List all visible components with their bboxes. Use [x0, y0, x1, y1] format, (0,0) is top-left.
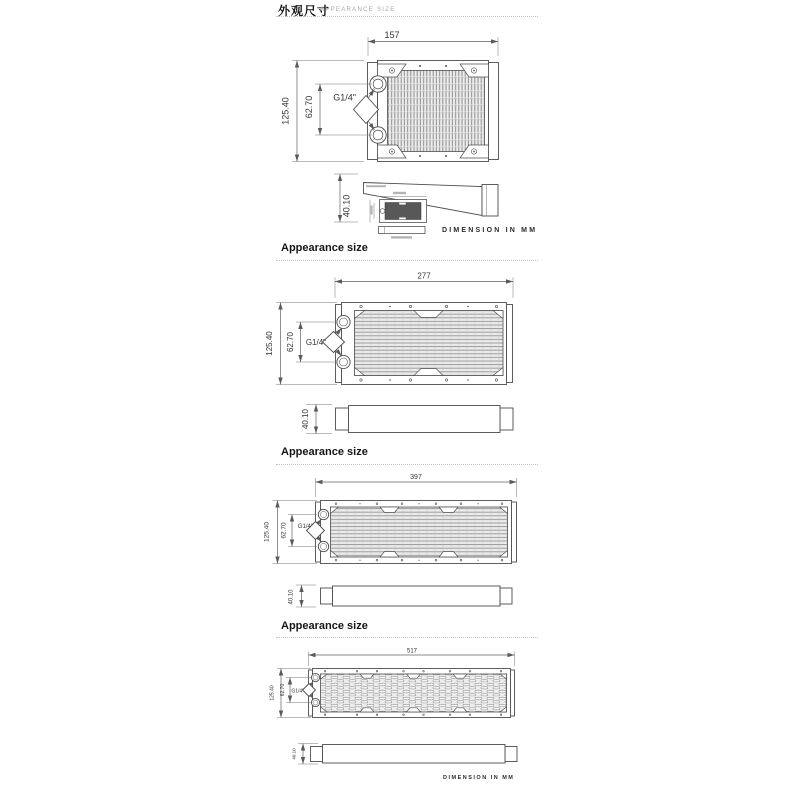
fin-core: [355, 311, 504, 376]
front-view: [323, 303, 513, 385]
section-radiator-157: [281, 30, 499, 239]
section-radiator-517: [270, 649, 518, 765]
fin-core: [388, 71, 485, 152]
appearance-size-label: Appearance size: [281, 446, 368, 458]
port-bottom: [337, 355, 350, 368]
thickness-label: 40.10: [288, 589, 295, 605]
height-label: 125.40: [263, 522, 271, 542]
side-view: [292, 744, 518, 765]
side-end-cap: [311, 747, 323, 762]
port-bottom: [311, 698, 319, 706]
height-label: 125.40: [269, 685, 276, 701]
thread-label: G1/4": [305, 338, 326, 347]
section-radiator-397: [264, 474, 517, 607]
front-view: [307, 501, 517, 564]
side-view: [301, 405, 513, 434]
port-bottom: [370, 127, 386, 143]
thread-label: G1/4": [333, 92, 356, 103]
illegible-micro-text: [371, 206, 373, 215]
side-end-cap: [500, 408, 513, 430]
fin-core: [331, 507, 508, 557]
port-spacing-label: 62.70: [280, 522, 288, 539]
appearance-size-label: Appearance size: [281, 242, 368, 254]
front-view: [303, 669, 515, 718]
mini-core: [385, 203, 421, 220]
port-top: [370, 76, 386, 92]
illegible-micro-text: [366, 185, 386, 187]
right-tank: [512, 502, 517, 562]
height-dimension: [281, 61, 365, 162]
front-view: [354, 61, 499, 162]
right-tank: [489, 63, 499, 160]
width-dimension: [335, 272, 513, 299]
port-spacing-label: 62.70: [286, 331, 295, 353]
section-radiator-277: [265, 272, 513, 434]
thickness-label: 40.10: [341, 194, 352, 218]
illegible-micro-text: [391, 236, 412, 238]
port-top: [337, 315, 350, 328]
width-label: 517: [406, 648, 418, 655]
page-subtitle: APPEARANCE SIZE: [320, 7, 396, 13]
mini-side-view: [379, 227, 426, 234]
port-spacing-label: 62.70: [304, 95, 314, 119]
side-profile: [333, 586, 501, 606]
width-label: 157: [384, 30, 400, 40]
side-end-cap: [321, 588, 333, 604]
width-label: 277: [417, 271, 431, 281]
right-tank: [507, 305, 513, 383]
width-label: 397: [410, 474, 422, 481]
fin-core: [321, 674, 507, 712]
illegible-micro-text: [393, 192, 406, 194]
right-tank: [511, 670, 515, 716]
divider: [276, 464, 538, 465]
side-profile: [323, 745, 506, 764]
thread-label: G1/4": [297, 524, 313, 530]
height-label: 125.40: [280, 97, 291, 125]
thickness-label: 40.10: [301, 408, 310, 430]
thickness-label: 40.10: [291, 748, 297, 760]
height-label: 125.40: [265, 331, 274, 356]
side-end-cap: [482, 185, 498, 217]
port-spacing-label: 62.70: [280, 683, 286, 697]
divider: [276, 637, 538, 638]
divider: [276, 260, 538, 261]
dimension-note: DIMENSION IN MM: [443, 775, 515, 781]
page-title: 外观尺寸: [278, 4, 331, 18]
port-top: [311, 673, 319, 681]
port-bottom: [318, 541, 328, 551]
appearance-size-label: Appearance size: [281, 620, 368, 632]
port-top: [318, 509, 328, 519]
width-dimension: [309, 649, 515, 667]
dimension-note: DIMENSION IN MM: [442, 227, 538, 234]
side-end-cap: [500, 588, 512, 604]
side-profile: [349, 406, 501, 433]
side-end-cap: [505, 747, 517, 762]
width-dimension: [316, 474, 517, 497]
width-dimension: [368, 30, 498, 56]
mini-port: [380, 209, 385, 214]
thread-label: G1/4": [291, 688, 304, 695]
side-view: [289, 585, 513, 607]
side-end-cap: [336, 408, 349, 430]
